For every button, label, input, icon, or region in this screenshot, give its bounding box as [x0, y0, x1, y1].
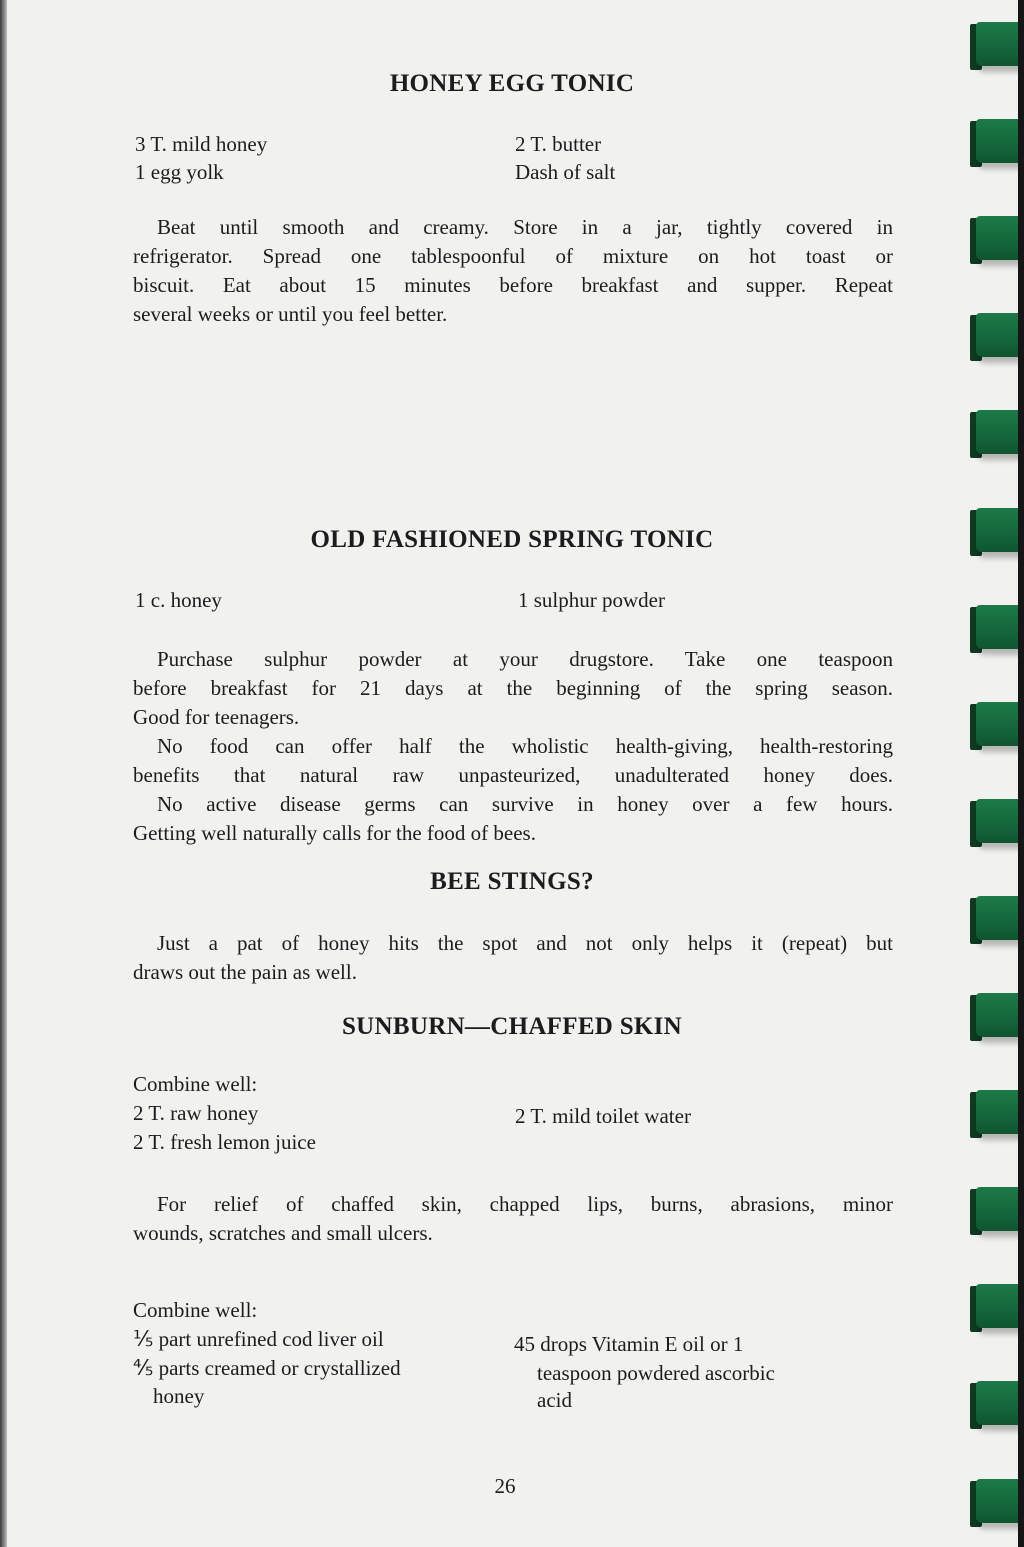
recipe-title-spring-tonic: OLD FASHIONED SPRING TONIC: [310, 526, 714, 553]
binding-ring: [970, 1187, 1024, 1239]
binding-ring: [970, 1284, 1024, 1336]
intro-text: Combine well:: [133, 1298, 258, 1322]
page-number: 26: [494, 1474, 516, 1498]
ingredient: ⅘ parts creamed or crystallized: [133, 1356, 401, 1380]
text-line: benefits that natural raw unpasteurized, unadulterated honey does.: [133, 763, 893, 787]
ingredient: 2 T. raw honey: [133, 1101, 259, 1125]
ingredient: 1 c. honey: [135, 588, 222, 612]
binding-ring: [970, 1090, 1024, 1142]
text-line: several weeks or until you feel better.: [133, 302, 448, 326]
directions-spring-tonic: [133, 645, 893, 848]
ingredient: 2 T. fresh lemon juice: [133, 1130, 316, 1154]
ingredient: 2 T. mild toilet water: [515, 1104, 691, 1128]
text-line: wounds, scratches and small ulcers.: [133, 1221, 433, 1245]
ingredient: 2 T. butter: [515, 132, 602, 156]
ingredient: honey: [153, 1384, 205, 1408]
binding-ring: [970, 216, 1024, 268]
text-line: biscuit. Eat about 15 minutes before breakfast and supper. Repeat: [133, 273, 893, 297]
intro-text: Combine well:: [133, 1072, 258, 1096]
binding-ring: [970, 799, 1024, 851]
binding-ring: [970, 119, 1024, 171]
recipe-title-bee-stings: BEE STINGS?: [430, 868, 594, 895]
binding-ring: [970, 896, 1024, 948]
text-line: before breakfast for 21 days at the beginning of the spring season.: [133, 676, 893, 700]
binding-ring: [970, 313, 1024, 365]
text-line: No active disease germs can survive in honey over a few hours.: [157, 792, 893, 816]
text-line: No food can offer half the wholistic health-giving, health-restoring: [157, 734, 893, 758]
ingredient: 3 T. mild honey: [135, 132, 268, 156]
ingredient: ⅕ part unrefined cod liver oil: [133, 1327, 384, 1351]
binding-ring: [970, 22, 1024, 74]
ingredient: 1 sulphur powder: [518, 588, 665, 612]
binding-ring: [970, 605, 1024, 657]
ingredient: teaspoon powdered ascorbic: [537, 1361, 775, 1385]
ingredient: 45 drops Vitamin E oil or 1: [514, 1332, 744, 1356]
ingredient: 1 egg yolk: [135, 160, 224, 184]
binding-spine: [1018, 0, 1024, 1547]
recipe-title-honey-egg-tonic: HONEY EGG TONIC: [389, 70, 635, 97]
page-left-edge: [0, 0, 7, 1547]
text-line: refrigerator. Spread one tablespoonful of mixture on hot toast or: [133, 244, 893, 268]
directions-sunburn: [133, 1190, 893, 1248]
text-line: Getting well naturally calls for the food of bees.: [133, 821, 536, 845]
binding-ring: [970, 1381, 1024, 1433]
directions-honey-egg-tonic: [133, 213, 893, 329]
text-line: Beat until smooth and creamy. Store in a jar, tightly covered in: [157, 215, 893, 239]
text-line: For relief of chaffed skin, chapped lips, burns, abrasions, minor: [157, 1192, 893, 1216]
text-line: Good for teenagers.: [133, 705, 300, 729]
directions-bee-stings: [133, 929, 893, 987]
binding-ring: [970, 410, 1024, 462]
binding-ring: [970, 702, 1024, 754]
text-line: draws out the pain as well.: [133, 960, 357, 984]
text-line: Purchase sulphur powder at your drugstore. Take one teaspoon: [157, 647, 893, 671]
ingredient: acid: [537, 1388, 572, 1412]
recipe-title-sunburn: SUNBURN—CHAFFED SKIN: [341, 1013, 683, 1040]
ingredient: Dash of salt: [515, 160, 616, 184]
text-line: Just a pat of honey hits the spot and not only helps it (repeat) but: [157, 931, 893, 955]
